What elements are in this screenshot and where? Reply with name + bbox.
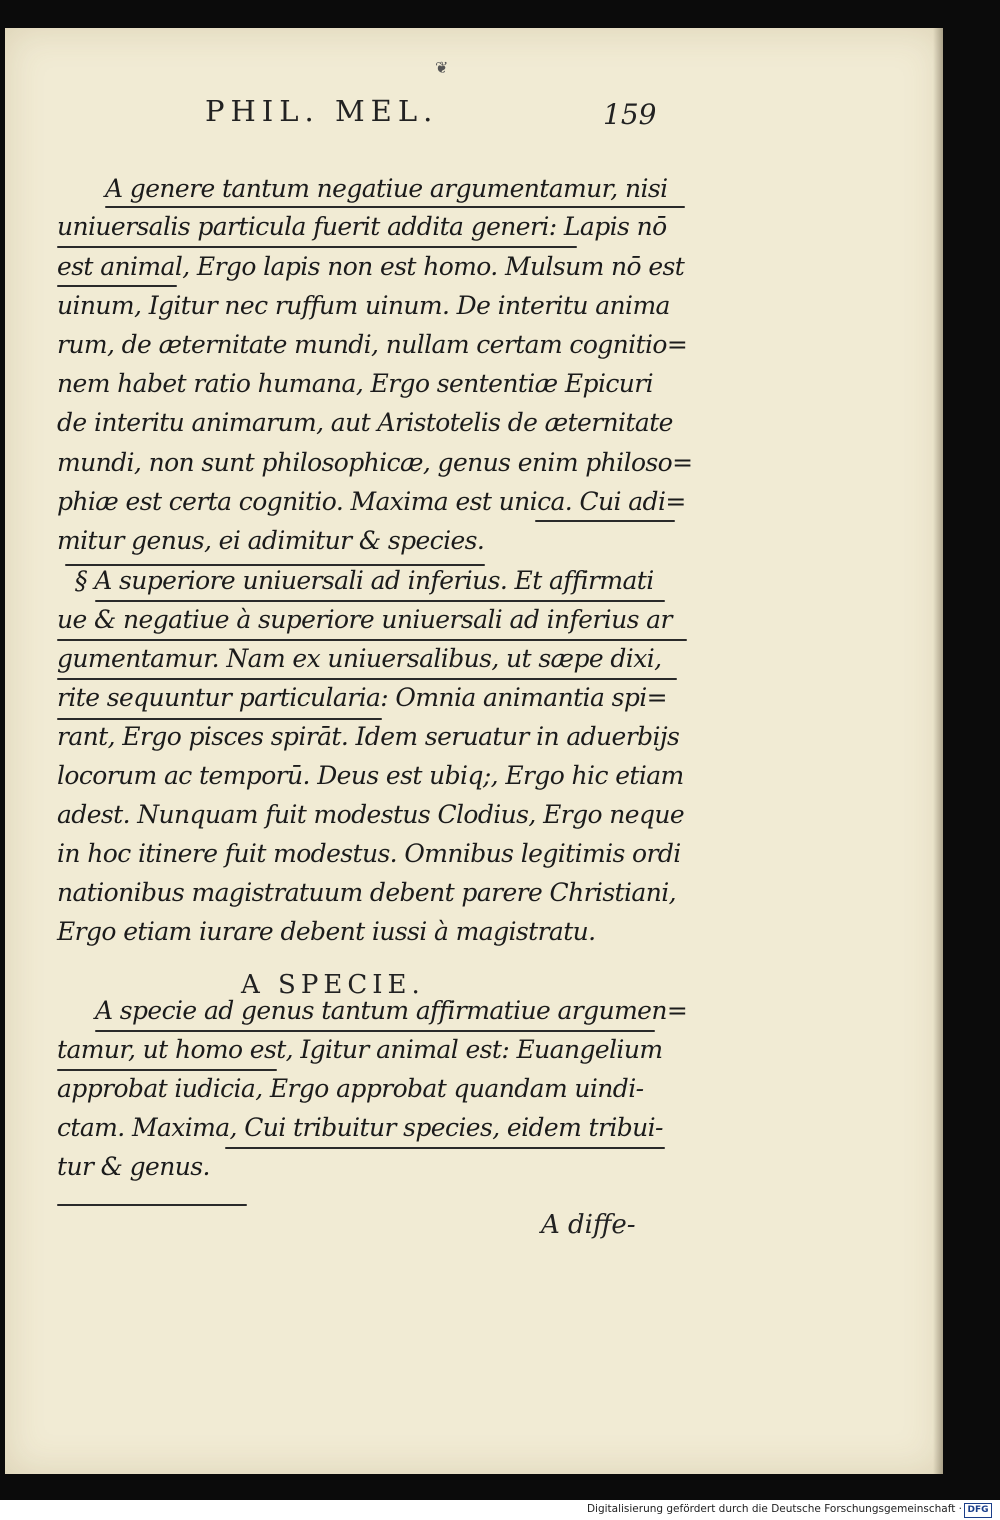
handwritten-underline (225, 1147, 665, 1149)
text-line: uniuersalis particula fuerit addita generi: Lapis nō (57, 212, 667, 241)
text-line: phiæ est certa cognitio. Maxima est unica. Cui adi= (57, 487, 686, 516)
text-line: mundi, non sunt philosophicæ, genus enim philoso= (57, 448, 693, 477)
text-line: mitur genus, ei adimitur & species. (57, 526, 485, 555)
handwritten-underline (57, 285, 177, 287)
text-line: tur & genus. (57, 1152, 210, 1181)
handwritten-underline (57, 1069, 277, 1071)
text-line: Ergo etiam iurare debent iussi à magistratu. (57, 917, 596, 946)
running-head: PHIL. MEL. (205, 94, 439, 128)
funding-credit: Digitalisierung gefördert durch die Deutsche Forschungsgemeinschaft · (586, 1503, 962, 1515)
handwritten-underline (95, 1030, 655, 1032)
text-line: ctam. Maxima, Cui tribuitur species, eidem tribui- (57, 1113, 663, 1142)
handwritten-underline (57, 718, 382, 720)
handwritten-underline (57, 678, 677, 680)
ornament-mark: ❦ (435, 58, 449, 77)
text-line: rum, de æternitate mundi, nullam certam cognitio= (57, 330, 688, 359)
handwritten-underline (105, 206, 685, 208)
text-line: approbat iudicia, Ergo approbat quandam uindi- (57, 1074, 644, 1103)
text-line: A genere tantum negatiue argumentamur, nisi (105, 174, 668, 203)
book-page (5, 28, 943, 1474)
handwritten-underline (535, 520, 675, 522)
text-line: rant, Ergo pisces spirāt. Idem seruatur in aduerbijs (57, 722, 680, 751)
handwritten-underline (57, 246, 577, 248)
text-line: adest. Nunquam fuit modestus Clodius, Ergo neque (57, 800, 685, 829)
handwritten-underline (57, 639, 687, 641)
text-line: nationibus magistratuum debent parere Christiani, (57, 878, 676, 907)
page-number: 159 (603, 98, 657, 131)
text-line: in hoc itinere fuit modestus. Omnibus legitimis ordi (57, 839, 681, 868)
funding-credit-bar (0, 1500, 1000, 1520)
handwritten-underline (57, 1204, 247, 1206)
handwritten-underline (65, 564, 485, 566)
text-line: A specie ad genus tantum affirmatiue argumen= (95, 996, 688, 1025)
text-line: est animal, Ergo lapis non est homo. Mulsum nō est (57, 252, 685, 281)
text-line: § A superiore uniuersali ad inferius. Et affirmati (75, 566, 654, 595)
text-line: rite sequuntur particularia: Omnia animantia spi= (57, 683, 667, 712)
text-line: uinum, Igitur nec ruffum uinum. De interitu anima (57, 291, 670, 320)
section-heading: A SPECIE. (241, 970, 425, 1000)
text-line: gumentamur. Nam ex uniuersalibus, ut sæpe dixi, (57, 644, 662, 673)
text-line: nem habet ratio humana, Ergo sententiæ Epicuri (57, 369, 654, 398)
text-line: de interitu animarum, aut Aristotelis de æternitate (57, 408, 673, 437)
catchword: A diffe- (541, 1210, 636, 1240)
dfg-logo: DFG (964, 1503, 992, 1518)
handwritten-underline (95, 600, 665, 602)
text-line: tamur, ut homo est, Igitur animal est: Euangelium (57, 1035, 663, 1064)
text-line: locorum ac temporū. Deus est ubiq;, Ergo hic etiam (57, 761, 684, 790)
text-line: ue & negatiue à superiore uniuersali ad inferius ar (57, 605, 672, 634)
